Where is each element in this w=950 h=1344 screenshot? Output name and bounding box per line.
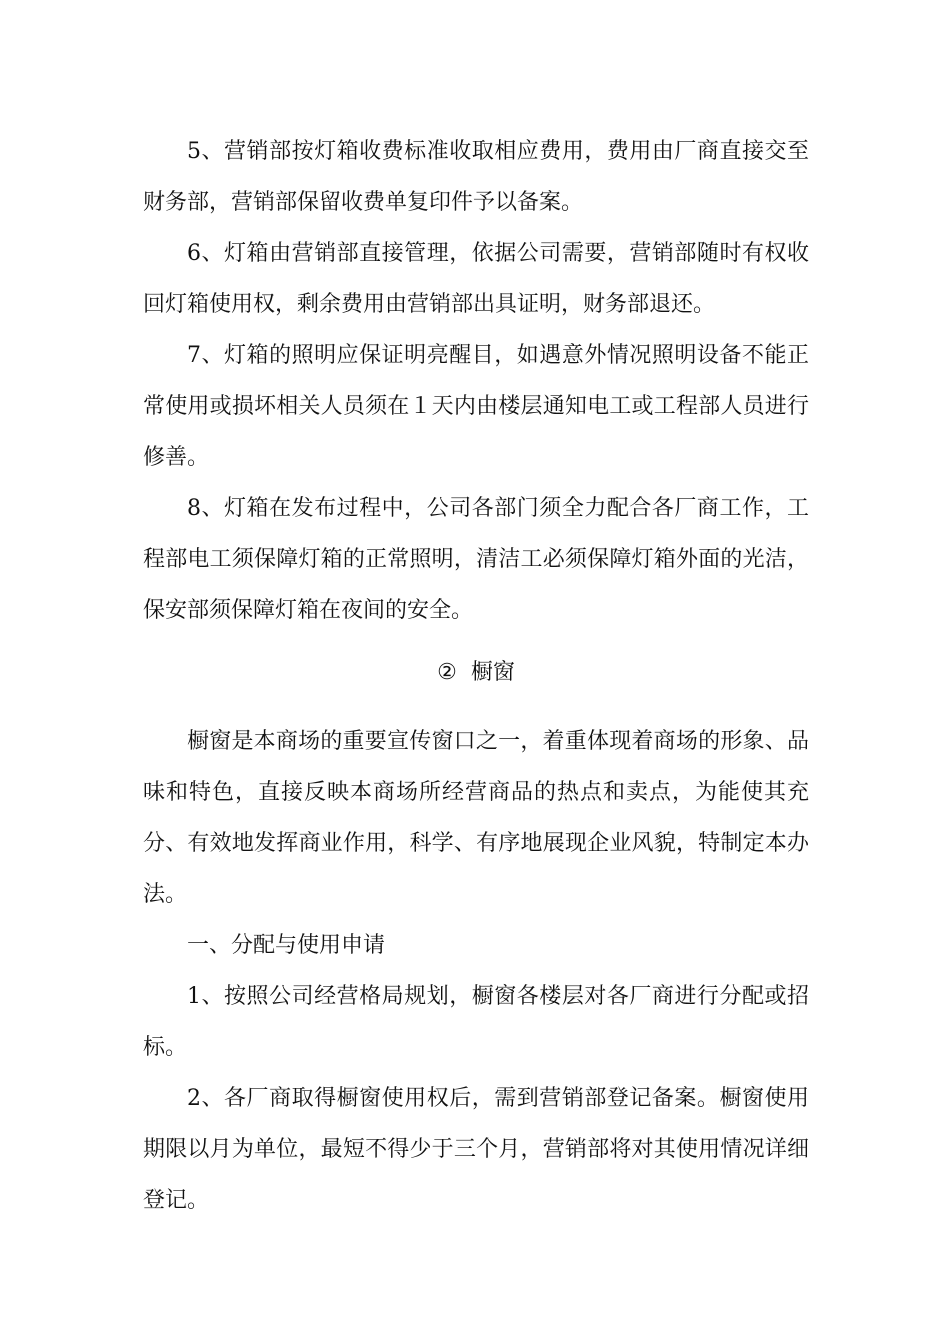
- subsection-title: 一、分配与使用申请: [187, 933, 386, 958]
- paragraph-item-5: 5、营销部按灯箱收费标准收取相应费用，费用由厂商直接交至财务部，营销部保留收费单复印件予以备案。: [143, 139, 809, 215]
- paragraph-item-1: 1、按照公司经营格局规划，橱窗各楼层对各厂商进行分配或招标。: [143, 984, 809, 1060]
- intro-paragraph: 橱窗是本商场的重要宣传窗口之一，着重体现着商场的形象、品味和特色，直接反映本商场所经营商品的热点和卖点，为能使其充分、有效地发挥商业作用，科学、有序地展现企业风貌，特制定本办法。: [143, 729, 809, 907]
- paragraph-item-7: 7、灯箱的照明应保证明亮醒目，如遇意外情况照明设备不能正常使用或损坏相关人员须在１天内由楼层通知电工或工程部人员进行修善。: [143, 343, 809, 470]
- paragraph-item-6: 6、灯箱由营销部直接管理，依据公司需要，营销部随时有权收回灯箱使用权，剩余费用由营销部出具证明，财务部退还。: [143, 241, 809, 317]
- paragraph-item-2: 2、各厂商取得橱窗使用权后，需到营销部登记备案。橱窗使用期限以月为单位，最短不得少于三个月，营销部将对其使用情况详细登记。: [143, 1086, 809, 1213]
- section-number: ②: [437, 660, 457, 685]
- paragraph-item-8: 8、灯箱在发布过程中，公司各部门须全力配合各厂商工作，工程部电工须保障灯箱的正常照明，清洁工必须保障灯箱外面的光洁，保安部须保障灯箱在夜间的安全。: [143, 496, 809, 623]
- document-page: [143, 126, 809, 1226]
- section-heading: [143, 647, 809, 698]
- section-title: 橱窗: [470, 660, 515, 685]
